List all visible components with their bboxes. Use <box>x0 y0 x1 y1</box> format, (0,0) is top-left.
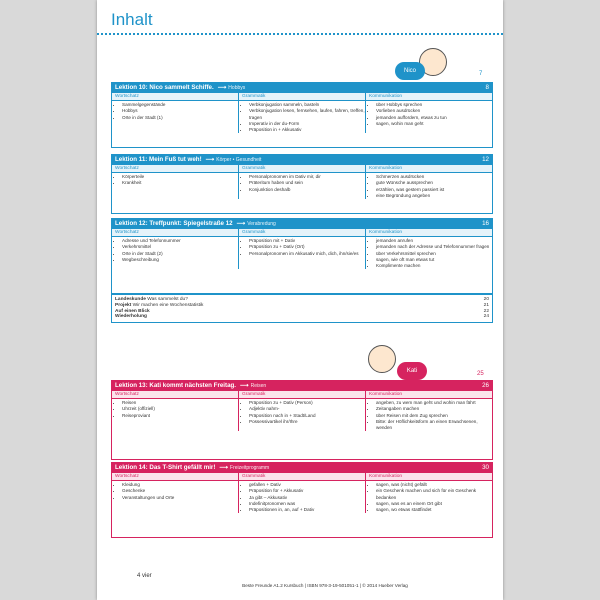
column-header: Grammatik <box>239 391 365 399</box>
column-kommunikation <box>365 391 492 431</box>
column-wortschatz <box>112 165 238 199</box>
list-item: • gefallen + Dativ <box>249 482 365 488</box>
column-header: Wortschatz <box>112 473 238 481</box>
list-item: • Präposition zu + Dativ (Ort) <box>249 244 365 250</box>
list-item: • Komplimente machen <box>376 263 492 269</box>
lesson-13 <box>111 380 493 460</box>
lesson-title: Lektion 14: Das T-Shirt gefällt mir! <box>115 464 216 471</box>
lesson-page: 12 <box>482 156 489 163</box>
list-item: • Possessivartikel ihr/Ihre <box>249 419 365 425</box>
column-grammatik <box>238 93 365 133</box>
footer-page-label: 4 vier <box>137 573 152 579</box>
extra-text: Wir machen eine Wochenstatistik <box>132 302 204 308</box>
list-item: • über Hobbys sprechen <box>376 102 492 108</box>
arrow-icon: ⟶ <box>217 84 227 91</box>
list-item: • Verkehrsmittel <box>122 244 238 250</box>
nico-badge: Nico <box>395 62 425 80</box>
extra-page: 24 <box>483 314 489 320</box>
extra-row <box>115 314 489 320</box>
column-grammatik <box>238 229 365 269</box>
list-item: • sagen, wo etwas stattfindet <box>376 507 492 513</box>
list-item: • Präposition für + Akkusativ <box>249 488 365 494</box>
column-kommunikation <box>365 93 492 133</box>
column-kommunikation <box>365 473 492 513</box>
column-header: Kommunikation <box>366 229 492 237</box>
lesson-header <box>112 463 492 473</box>
list-item: • Verbkonjugation lesen, fernsehen, laufen, fahren, treffen, tragen <box>249 108 365 121</box>
extra-label: Wiederholung <box>115 314 147 320</box>
column-header: Kommunikation <box>366 473 492 481</box>
list-item: • Adjektiv nahm- <box>249 406 365 412</box>
list-item: • Orte in der Stadt (1) <box>122 115 238 121</box>
extra-page: 20 <box>483 297 489 302</box>
lesson-14 <box>111 462 493 538</box>
list-item: • angeben, zu wem man geht und wohin man fährt <box>376 400 492 406</box>
list-item: • Hobbys <box>122 108 238 114</box>
list-item: • Zeitangaben machen <box>376 406 492 412</box>
arrow-icon: ⟶ <box>219 464 229 471</box>
extra-label: Auf einen Blick <box>115 308 150 314</box>
arrow-icon: ⟶ <box>240 382 249 389</box>
list-item: • Ja gibt – Akkusativ <box>249 495 365 501</box>
extra-label: Landeskunde <box>115 297 146 302</box>
lesson-topic: Hobbys <box>228 85 246 91</box>
list-item: • Konjunktion deshalb <box>249 187 365 193</box>
list-item: • jemanden anrufen <box>376 238 492 244</box>
list-item: • Schmerzen ausdrücken <box>376 174 492 180</box>
column-header: Wortschatz <box>112 391 238 399</box>
column-wortschatz <box>112 391 238 431</box>
column-header: Kommunikation <box>366 391 492 399</box>
kati-illustration <box>368 345 396 373</box>
lesson-title: Lektion 12: Treffpunkt: Spiegelstraße 12 <box>115 220 233 227</box>
column-header: Grammatik <box>239 229 365 237</box>
lesson-page: 16 <box>482 220 489 227</box>
list-item: • sagen, was (nicht) gefällt <box>376 482 492 488</box>
list-item: • Geschenke <box>122 488 238 494</box>
list-item: • Kleidung <box>122 482 238 488</box>
list-item: • Präposition nach in + Stadt/Land <box>249 413 365 419</box>
list-item: • Personalpronomen im Akkusativ mich, dich, ihn/sie/es <box>249 251 365 257</box>
list-item: • ein Geschenk machen und sich für ein Geschenk bedanken <box>376 488 492 501</box>
lesson-12 <box>111 218 493 294</box>
list-item: • sagen, was es an einem Ort gibt <box>376 501 492 507</box>
list-item: • Reisen <box>122 400 238 406</box>
list-item: • Bitte: der Höflichkeitsform an einen Erwachsenen, wenden <box>376 419 492 432</box>
extra-label: Projekt <box>115 302 132 308</box>
list-item: • Orte in der Stadt (2) <box>122 251 238 257</box>
list-item: • Adresse und Telefonnummer <box>122 238 238 244</box>
list-item: • Präposition zu + Dativ (Person) <box>249 400 365 406</box>
list-item: • Verbkonjugation sammeln, basteln <box>249 102 365 108</box>
lesson-10 <box>111 82 493 148</box>
column-kommunikation <box>365 229 492 269</box>
extra-page: 21 <box>483 302 489 308</box>
list-item: • sagen, wohin man geht <box>376 121 492 127</box>
column-wortschatz <box>112 229 238 269</box>
page-title: Inhalt <box>111 10 153 29</box>
column-grammatik <box>238 473 365 513</box>
list-item: • Präpositionen in, an, auf + Dativ <box>249 507 365 513</box>
list-item: • eine Begründung angeben <box>376 193 492 199</box>
list-item: • Krankheit <box>122 180 238 186</box>
column-grammatik <box>238 391 365 431</box>
lesson-title: Lektion 11: Mein Fuß tut weh! <box>115 156 202 163</box>
lesson-topic: Freizeitprogramm <box>230 465 270 471</box>
column-header: Grammatik <box>239 473 365 481</box>
list-item: • Personalpronomen im Dativ mir, dir <box>249 174 365 180</box>
list-item: • Veranstaltungen und Orte <box>122 495 238 501</box>
column-header: Grammatik <box>239 165 365 173</box>
kati-badge: Kati <box>397 362 427 380</box>
extras-box <box>111 294 493 323</box>
lesson-header <box>112 219 492 229</box>
list-item: • Körperteile <box>122 174 238 180</box>
list-item: • sagen, wie oft man etwas tut <box>376 257 492 263</box>
list-item: • Uhrzeit (offiziell) <box>122 406 238 412</box>
list-item: • jemanden auffordern, etwas zu tun <box>376 115 492 121</box>
list-item: • jemanden nach der Adresse und Telefonnummer fragen <box>376 244 492 250</box>
lesson-page: 30 <box>482 464 489 471</box>
lesson-header <box>112 155 492 165</box>
column-header: Kommunikation <box>366 165 492 173</box>
column-header: Grammatik <box>239 93 365 101</box>
list-item: • über Verkehrsmittel sprechen <box>376 251 492 257</box>
title-divider <box>97 33 503 35</box>
lesson-page: 8 <box>485 84 489 91</box>
extra-page: 22 <box>483 308 489 314</box>
column-kommunikation <box>365 165 492 199</box>
lesson-header <box>112 83 492 93</box>
list-item: • Wegbeschreibung <box>122 257 238 263</box>
column-header: Wortschatz <box>112 165 238 173</box>
column-wortschatz <box>112 473 238 513</box>
list-item: • Imperativ in der du-Form <box>249 121 365 127</box>
section1-page: 7 <box>479 71 483 77</box>
lesson-11 <box>111 154 493 214</box>
column-grammatik <box>238 165 365 199</box>
column-header: Wortschatz <box>112 229 238 237</box>
arrow-icon: ⟶ <box>236 220 246 227</box>
column-header: Wortschatz <box>112 93 238 101</box>
lesson-header <box>112 381 492 391</box>
lesson-page: 26 <box>482 382 489 389</box>
list-item: • erzählen, was gestern passiert ist <box>376 187 492 193</box>
lesson-topic: Reisen <box>250 383 267 389</box>
list-item: • Präposition in + Akkusativ <box>249 127 365 133</box>
list-item: • Vorlieben ausdrücken <box>376 108 492 114</box>
lesson-topic: Verabredung <box>247 221 276 227</box>
list-item: • über Reisen mit dem Zug sprechen <box>376 413 492 419</box>
section2-page: 25 <box>477 371 484 377</box>
list-item: • Indefinitpronomen was <box>249 501 365 507</box>
column-wortschatz <box>112 93 238 133</box>
extra-text: Was sammelst du? <box>147 297 188 302</box>
footer-text: Beste Freunde A1.2 Kursbuch | ISBN 978-3-19-501051-1 | © 2014 Hueber Verlag <box>242 583 408 588</box>
lesson-title: Lektion 13: Kati kommt nächsten Freitag. <box>115 382 237 389</box>
contents-page <box>97 0 503 600</box>
list-item: • Sammelgegenstände <box>122 102 238 108</box>
column-header: Kommunikation <box>366 93 492 101</box>
lesson-title: Lektion 10: Nico sammelt Schiffe. <box>115 84 214 91</box>
arrow-icon: ⟶ <box>205 156 215 163</box>
lesson-topic: Körper • Gesundheit <box>216 157 262 163</box>
list-item: • gute Wünsche aussprechen <box>376 180 492 186</box>
list-item: • Reiseproviant <box>122 413 238 419</box>
list-item: • Präteritum haben und sein <box>249 180 365 186</box>
list-item: • Präposition mit + Dativ <box>249 238 365 244</box>
